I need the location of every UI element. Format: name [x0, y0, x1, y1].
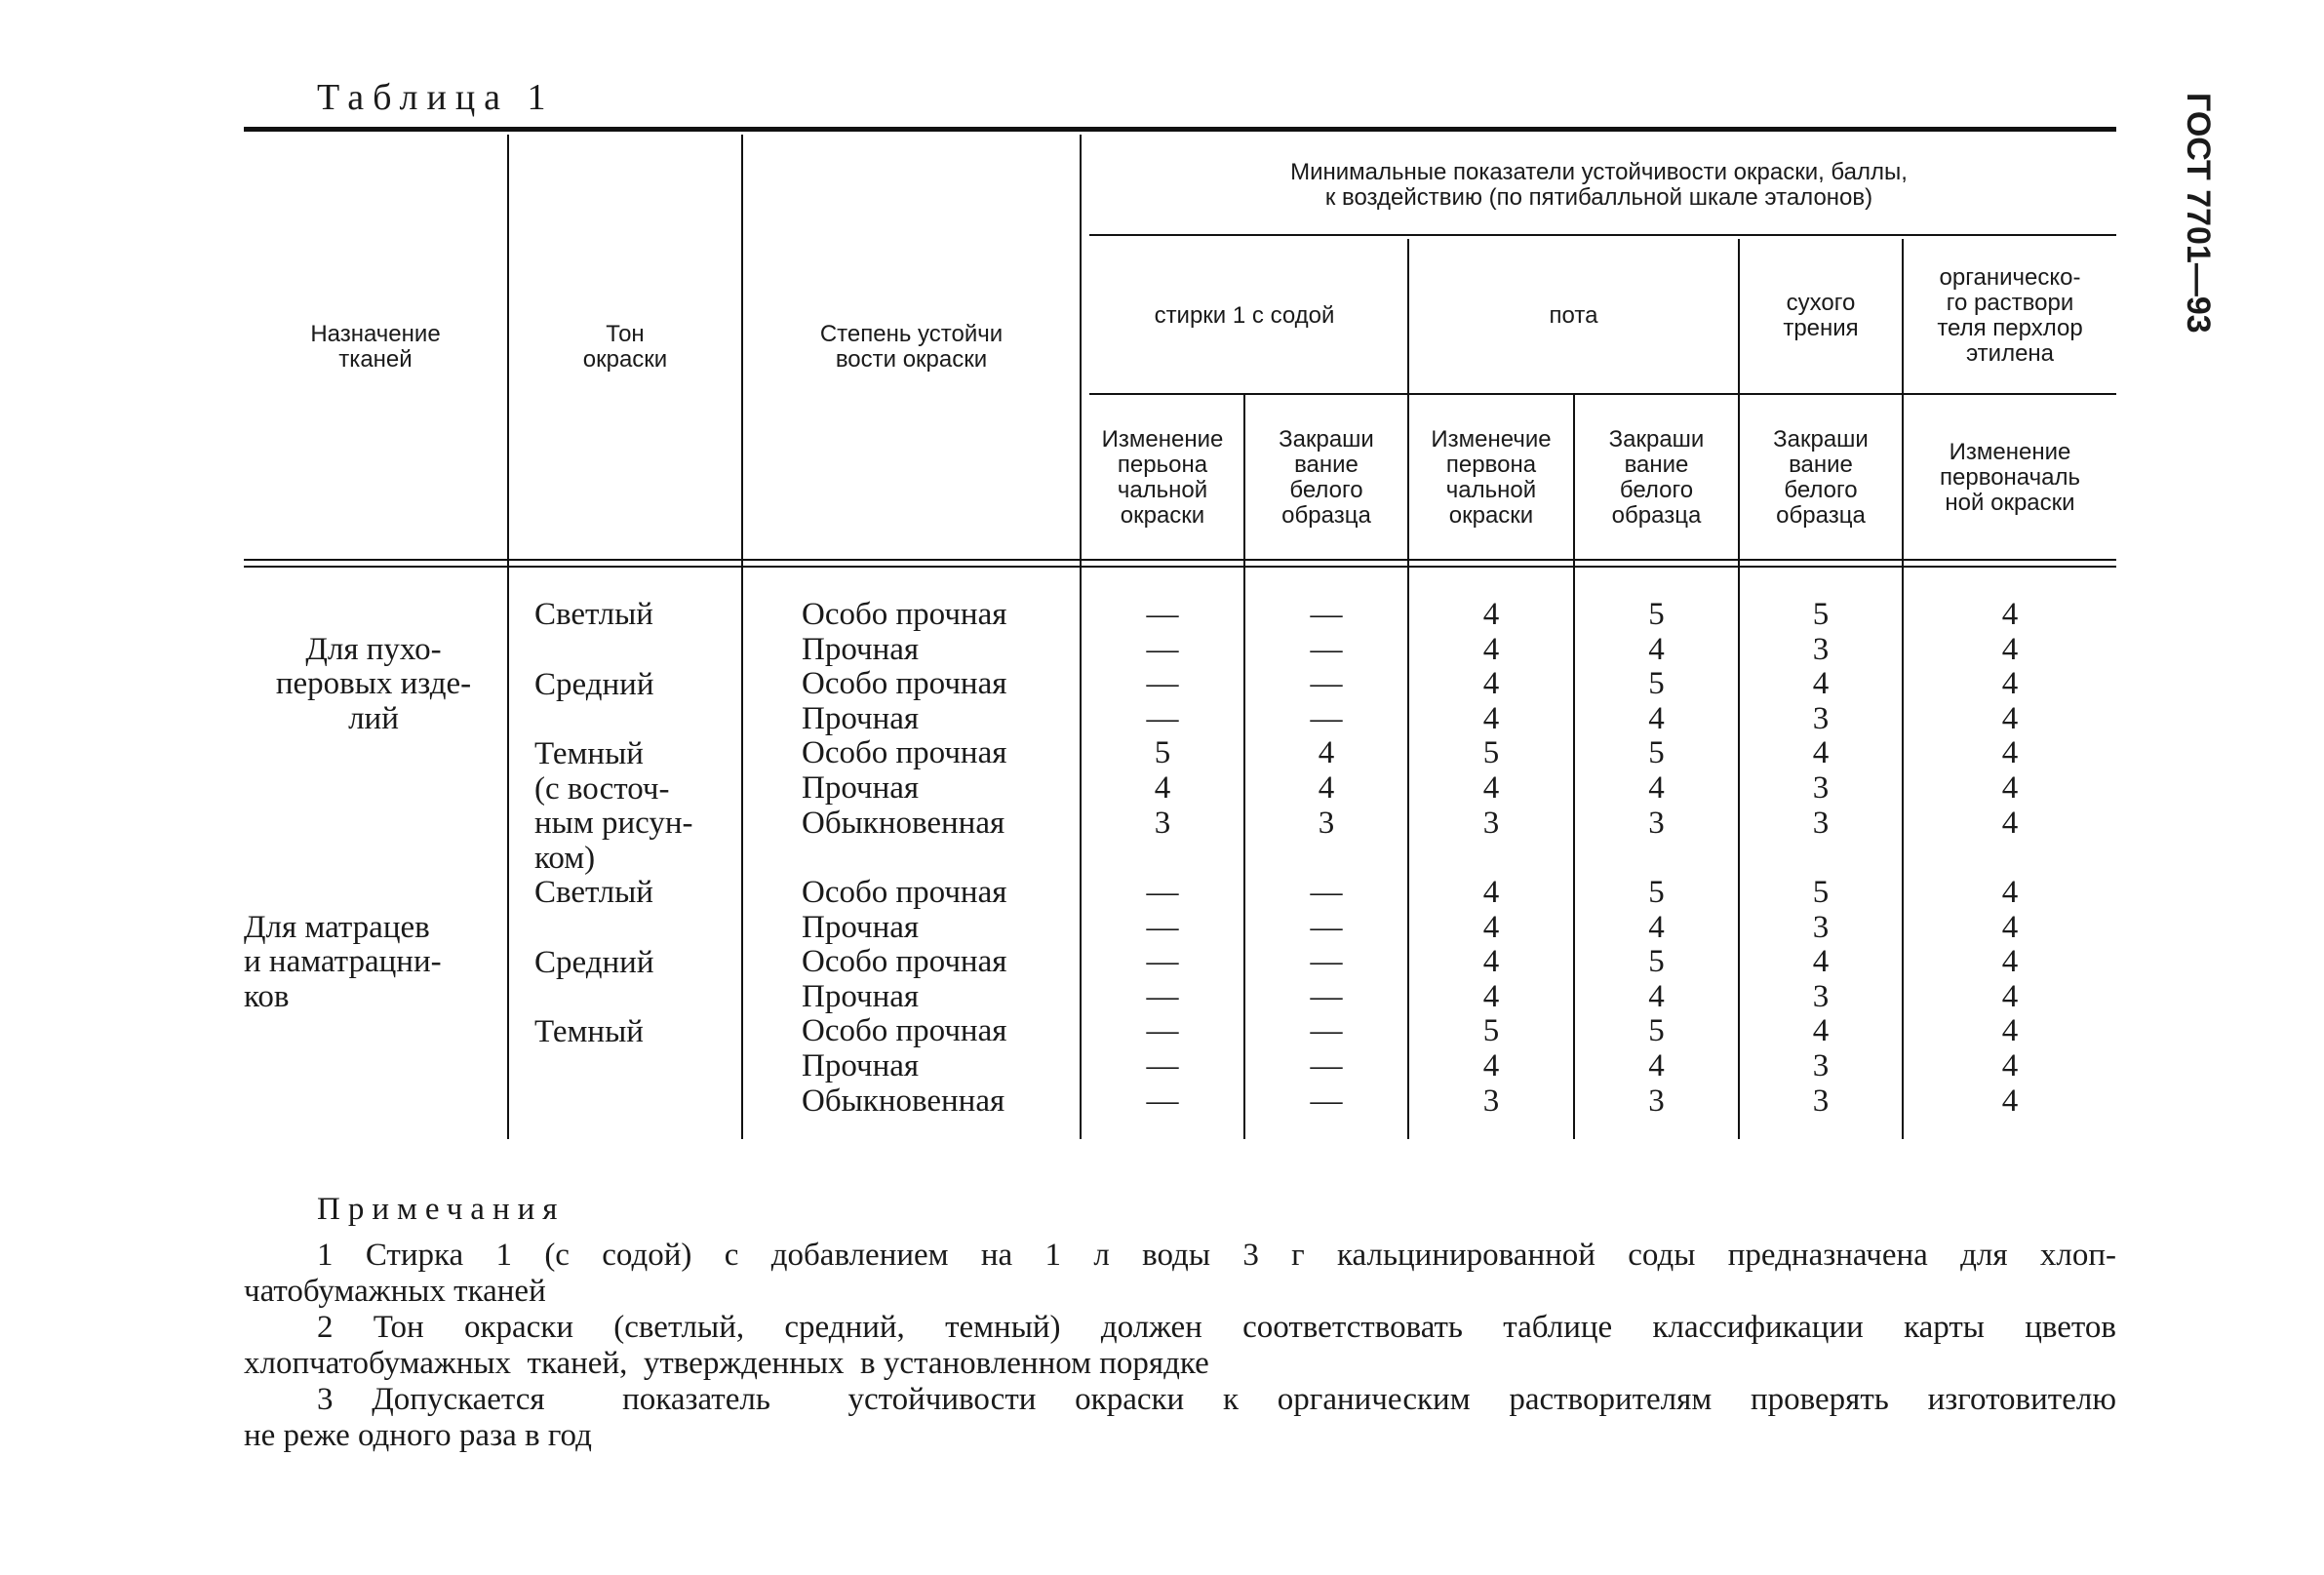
notes-heading: Примечания	[317, 1192, 566, 1227]
dry-stain-values-2: 5 3 4 3 4 3 3	[1812, 875, 1830, 1119]
tone-dark-1: Темный (с восточ- ным рисун- ком)	[534, 736, 693, 876]
header-bottom-rule-1	[244, 559, 2116, 561]
note-3-line-2: не реже одного раза в год	[244, 1418, 592, 1453]
header-tone: Тон окраски	[582, 320, 668, 373]
organic-change-values-2: 4 4 4 4 4 4 4	[2001, 875, 2019, 1119]
note-2-line-2: хлопчатобумажных тканей, утвержденных в установленном порядке	[244, 1346, 1209, 1381]
tone-dark-2: Темный	[534, 1014, 644, 1049]
purpose-mattresses: Для матрацев и наматрацни- ков	[244, 909, 442, 1014]
wash-stain-values-1: — — — — 4 4 3	[1310, 597, 1343, 841]
sweat-stain-values-1: 5 4 5 4 5 4 3	[1648, 597, 1665, 841]
header-degree: Степень устойчи вости окраски	[819, 320, 1004, 373]
standard-label	[2173, 93, 2231, 405]
organic-change-values-1: 4 4 4 4 4 4 4	[2001, 597, 2019, 841]
table-top-rule	[244, 127, 2116, 132]
header-dry-friction: сухого трения	[1783, 290, 1859, 341]
degree-list-2: Особо прочная Прочная Особо прочная Прочная Особо прочная Прочная Обыкновенная	[802, 875, 1007, 1119]
sweat-change-values-2: 4 4 4 4 5 4 3	[1482, 875, 1500, 1119]
tone-medium-1: Средний	[534, 667, 654, 702]
header-bottom-rule-2	[244, 566, 2116, 568]
header-organic-solvent: органическо- го раствори теля перхлор этилена	[1937, 264, 2083, 367]
wash-stain-values-2: — — — — — — —	[1310, 875, 1343, 1119]
header-organic-change: Изменение первоначаль ной окраски	[1940, 439, 2080, 516]
header-wash-stain: Закраши вание белого образца	[1279, 426, 1374, 529]
tone-light-1: Светлый	[534, 597, 653, 632]
wash-change-values-1: — — — — 5 4 3	[1146, 597, 1179, 841]
header-sweat: пота	[1549, 302, 1598, 329]
dry-stain-values-1: 5 3 4 3 4 3 3	[1812, 597, 1830, 841]
wash-change-values-2: — — — — — — —	[1146, 875, 1179, 1119]
note-1-line-1: 1 Стирка 1 (с содой) с добавлением на 1 л воды 3 г кальцинированной соды предназначена для хлоп-	[317, 1238, 2116, 1273]
sweat-change-values-1: 4 4 4 4 5 4 3	[1482, 597, 1500, 841]
note-2-line-1: 2 Тон окраски (светлый, средний, темный) должен соответствовать таблице классификации карты цветов	[317, 1310, 2116, 1345]
purpose-down-products: Для пухо- перовых изде- лий	[275, 631, 472, 736]
tone-light-2: Светлый	[534, 875, 653, 910]
standard-label-text: ГОСТ 7701—93	[2180, 93, 2217, 334]
header-group: Минимальные показатели устойчивости окраски, баллы, к воздействию (по пятибалльной шкале эталонов)	[1290, 159, 1908, 211]
tone-medium-2: Средний	[534, 945, 654, 980]
note-3-line-1: 3 Допускается показатель устойчивости окраски к органическим растворителям проверять изготовителю	[317, 1382, 2116, 1417]
header-dry-stain: Закраши вание белого образца	[1773, 426, 1869, 529]
group-header-rule	[1089, 234, 2116, 236]
header-sweat-change: Изменечие первона чальной окраски	[1431, 426, 1552, 529]
sweat-stain-values-2: 5 4 5 4 5 4 3	[1648, 875, 1665, 1119]
header-wash: стирки 1 с содой	[1154, 302, 1335, 329]
degree-list-1: Особо прочная Прочная Особо прочная Прочная Особо прочная Прочная Обыкновенная	[802, 597, 1007, 841]
note-1-line-2: чатобумажных тканей	[244, 1274, 546, 1309]
header-sweat-stain: Закраши вание белого образца	[1608, 426, 1705, 529]
table-title: Таблица 1	[317, 77, 555, 118]
header-purpose: Назначение тканей	[310, 320, 441, 373]
header-wash-change: Изменение перьона чальной окраски	[1101, 426, 1224, 529]
